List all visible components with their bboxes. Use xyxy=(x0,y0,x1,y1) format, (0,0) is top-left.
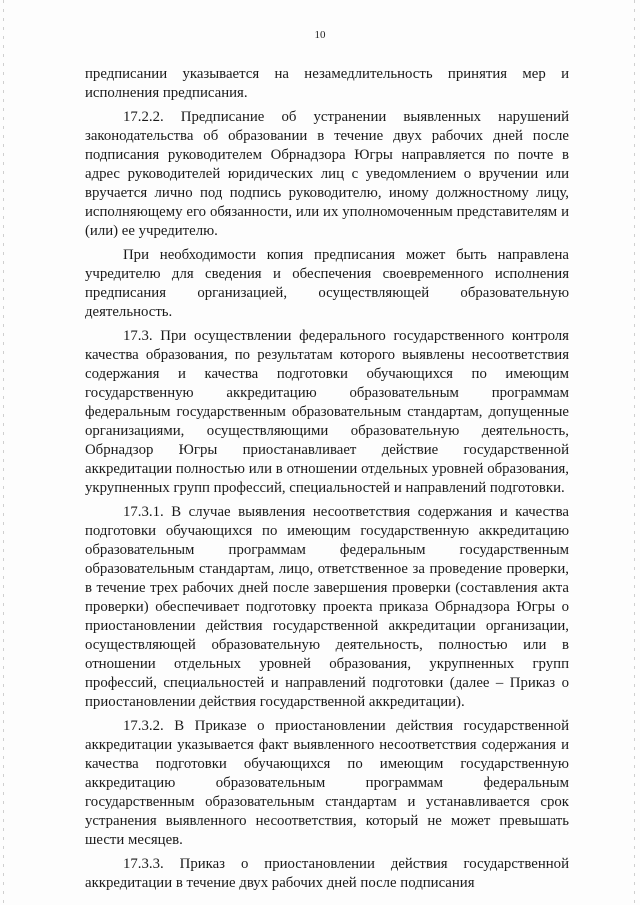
paragraph-17-3-1: 17.3.1. В случае выявления несоответствия содержания и качества подготовки обучающихся по имеющим государственную аккредитацию образовательным программам федеральным государственным образовательным стандартам, лицо, ответственное за проведение проверки, в течение трех рабочих дней после завершения проверки (составления акта проверки) обеспечивает подготовку проекта приказа Обрнадзора Югры о приостановлении действия государственной аккредитации организации, осуществляющей образовательную деятельность, полностью или в отношении отдельных уровней образования, укрупненных групп профессий, специальностей и направлений подготовки (далее – Приказ о приостановлении действия государственной аккредитации). xyxy=(85,504,569,710)
paragraph-copy-to-founder: При необходимости копия предписания может быть направлена учредителю для сведения и обеспечения своевременного исполнения предписания организацией, осуществляющей образовательную деятельность. xyxy=(85,247,569,320)
scan-edge-left xyxy=(3,0,4,905)
page-number: 10 xyxy=(314,29,326,41)
paragraph-17-3-3: 17.3.3. Приказ о приостановлении действия государственной аккредитации в течение двух рабочих дней после подписания xyxy=(85,856,569,891)
scan-edge-right xyxy=(634,0,635,905)
paragraph-continuation: предписании указывается на незамедлительность принятия мер и исполнения предписания. xyxy=(85,66,569,101)
paragraph-17-3: 17.3. При осуществлении федерального государственного контроля качества образования, по результатам которого выявлены несоответствия содержания и качества подготовки обучающихся по имеющим государственную аккредитацию образовательным программам федеральным государственным образовательным стандартам, допущенные организациями, осуществляющими образовательную деятельность, Обрнадзор Югры приостанавливает действие государственной аккредитации полностью или в отношении отдельных уровней образования, укрупненных групп профессий, специальностей и направлений подготовки. xyxy=(85,328,569,496)
paragraph-17-2-2: 17.2.2. Предписание об устранении выявленных нарушений законодательства об образовании в течение двух рабочих дней после подписания руководителем Обрнадзора Югры направляется по почте в адрес руководителей юридических лиц с уведомлением о вручении или вручается лично под подпись руководителю, иному должностному лицу, исполняющему его обязанности, или их уполномоченным представителям и (или) ее учредителю. xyxy=(85,109,569,239)
paragraph-17-3-2: 17.3.2. В Приказе о приостановлении действия государственной аккредитации указывается факт выявленного несоответствия содержания и качества подготовки обучающихся по имеющим государственную аккредитацию образовательным программам федеральным государственным образовательным стандартам и устанавливается срок устранения выявленного несоответствия, который не может превышать шести месяцев. xyxy=(85,718,569,848)
document-body xyxy=(85,65,569,893)
